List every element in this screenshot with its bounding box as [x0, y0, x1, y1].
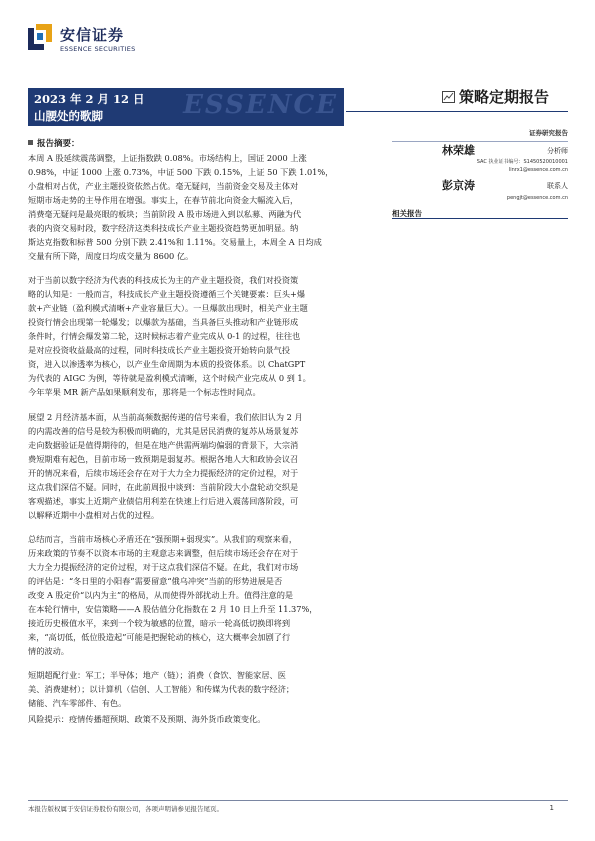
- paragraph-line: 在本轮行情中，安信策略——A 股估值分化指数在 2 月 10 日上升至 11.37%，: [28, 604, 318, 614]
- logo-text-cn: 安信证券: [60, 26, 125, 44]
- paragraph-line: 的内需改善的信号是较为积极而明确的，尤其是居民消费的复苏从场景复苏: [28, 426, 299, 436]
- paragraph-line: 以解释近期中小盘相对占优的过程。: [28, 510, 160, 520]
- paragraph-line: 短期市场走势的主导作用在增强。事实上，在春节前北向资金大幅流入后，: [28, 195, 299, 205]
- paragraph: [28, 273, 384, 399]
- paragraph: [28, 151, 384, 263]
- bullet-square-icon: [28, 140, 33, 145]
- paragraph-line: 斯达克指数和标普 500 分别下跌 2.41%和 1.11%。交易量上，本周全 A 日均成: [28, 237, 322, 247]
- analyst-divider: [392, 141, 568, 142]
- paragraph-line: 历来政策的节奏不以资本市场的主观意志来调整，但后续市场还会存在对于: [28, 548, 299, 558]
- paragraph-line: 大力全力提振经济的定价过程，对于这点我们深信不疑。在此，我们对市场: [28, 562, 299, 572]
- report-type-icon: [442, 91, 455, 103]
- title-banner: [28, 88, 344, 126]
- footer-disclaimer: 本报告版权属于安信证券股份有限公司，各项声明请参见报告尾页。: [28, 805, 223, 813]
- paragraph-line: 款+产业链（盈利模式清晰+产业容量巨大）。一旦爆款出现时，相关产业主题: [28, 303, 308, 313]
- paragraph-line: 风险提示：疫情传播超预期、政策不及预期、海外货币政策变化。: [28, 714, 266, 724]
- paragraph-line: 投资行情会出现第一轮爆发；以爆款为基础，当具备巨头推动和产业链形成: [28, 317, 299, 327]
- paragraph-line: 是对应投资收益最高的过程，同时科技成长产业主题投资开始转向景气投: [28, 345, 291, 355]
- report-subtype: 证券研究报告: [529, 129, 568, 137]
- banner-watermark: ESSENCE: [183, 90, 338, 120]
- paragraph-line: 情的波动。: [28, 646, 69, 656]
- abstract-heading-text: 报告摘要：: [37, 139, 80, 149]
- paragraph-line: 展望 2 月经济基本面，从当前高频数据传递的信号来看，我们依旧认为 2 月: [28, 412, 303, 422]
- paragraph-line: 本周 A 股延续震荡调整，上证指数跌 0.08%。市场结构上，国证 2000 上涨: [28, 153, 307, 163]
- paragraph-line: 改变 A 股定价“以内为主”的格局，从而使得外部扰动上升。值得注意的是: [28, 590, 294, 600]
- logo-text-en: ESSENCE SECURITIES: [60, 45, 136, 53]
- paragraph-line: 储能、汽车零部件、有色。: [28, 698, 127, 708]
- paragraph-line: 消费毫无疑问是最亮眼的板块；当前阶段 A 股市场进入到以私募、两融为代: [28, 209, 302, 219]
- paragraph-line: 略的认知是：一般而言，科技成长产业主题投资遵循三个关键要素：巨头+爆: [28, 289, 306, 299]
- analyst-cert: SAC 执业证书编号：S1450520010001: [476, 159, 568, 165]
- paragraph-line: 来，“高切低，低位股造起”可能是把握轮动的核心，这大概率会加剧了行: [28, 632, 291, 642]
- analyst-role: 分析师: [547, 147, 568, 155]
- paragraph-line: 总结而言，当前市场核心矛盾还在“强预期+弱现实”。从我们的观察来看，: [28, 534, 298, 544]
- analyst-email[interactable]: pengjt@essence.com.cn: [506, 195, 568, 201]
- paragraph: [28, 712, 384, 726]
- related-divider: [392, 218, 568, 219]
- logo-mark-icon: [28, 24, 52, 52]
- paragraph-line: 客观描述，事实上近期产业债信用利差在快速上行后进入震荡回落阶段，可: [28, 496, 299, 506]
- paragraph-line: 美、消费建材）；以计算机（信创、人工智能）和传媒为代表的数字经济；: [28, 684, 295, 694]
- report-title: 山腰处的歌脚: [34, 109, 103, 123]
- paragraph-line: 资，进入以渗透率为核心，以产业生命周期为本质的投资体系。以 ChatGPT: [28, 359, 306, 369]
- paragraph: [28, 668, 384, 710]
- paragraph-line: 的评估是：“冬日里的小阳春”需要留意“俄乌冲突”当前的形势进展是否: [28, 576, 283, 586]
- header-divider: [346, 111, 568, 112]
- paragraph-line: 费短期难有起色，目前市场一致预期是弱复苏。根据各地人大和政协会议召: [28, 454, 299, 464]
- paragraph-line: 表的内资交易时段，数字经济这类科技成长产业主题投资趋势更加明显。纳: [28, 223, 299, 233]
- paragraph-line: 交量有所下降，周度日均成交量为 8600 亿。: [28, 251, 194, 261]
- paragraph-line: 短期超配行业：军工；半导体；地产（链）；消费（食饮、智能家居、医: [28, 670, 286, 680]
- report-date: 2023 年 2 月 12 日: [34, 92, 145, 106]
- paragraph-line: 这点我们深信不疑。同时，在此前周报中谈到：当前阶段大小盘轮动交织是: [28, 482, 299, 492]
- paragraph: [28, 410, 384, 522]
- paragraph-line: 开的情况来看，后续市场还会存在对于大力全力提振经济的定价过程，对于: [28, 468, 299, 478]
- paragraph-line: 今年苹果 MR 新产品如果顺利发布，那将是一个标志性时间点。: [28, 387, 261, 397]
- analyst-name: 林荣雄: [442, 144, 475, 157]
- footer-divider: [28, 800, 568, 801]
- paragraph-line: 小盘相对占优，产业主题投资依然占优。毫无疑问，当前资金交易及主体对: [28, 181, 299, 191]
- abstract-heading: [28, 137, 80, 149]
- paragraph: [28, 532, 384, 658]
- analyst-role: 联系人: [547, 182, 568, 190]
- related-reports-heading: 相关报告: [392, 209, 422, 218]
- paragraph-line: 对于当前以数字经济为代表的科技成长为主的产业主题投资，我们对投资策: [28, 275, 299, 285]
- paragraph-line: 接近历史极值水平，来到一个较为敏感的位置，暗示一轮高低切换即将到: [28, 618, 291, 628]
- paragraph-line: 为代表的 AIGC 为例，等待就是盈利模式清晰，这个时候产业完成从 0 到 1。: [28, 373, 311, 383]
- analyst-email[interactable]: linrx1@essence.com.cn: [508, 167, 568, 173]
- page-number: 1: [549, 804, 554, 812]
- paragraph-line: 0.98%，中证 1000 上涨 0.73%，中证 500 下跌 0.15%，上证 50 下跌 1.01%，: [28, 167, 334, 177]
- analyst-name: 彭京涛: [442, 179, 475, 192]
- company-logo: [28, 22, 188, 62]
- paragraph-line: 条件时，行情会爆发第二轮，这时候标志着产业完成从 0-1 的过程，往往也: [28, 331, 301, 341]
- paragraph-line: 走向数据验证是值得期待的，但是在地产供需两端均偏弱的背景下，大宗消: [28, 440, 299, 450]
- report-type-label: 策略定期报告: [459, 88, 550, 106]
